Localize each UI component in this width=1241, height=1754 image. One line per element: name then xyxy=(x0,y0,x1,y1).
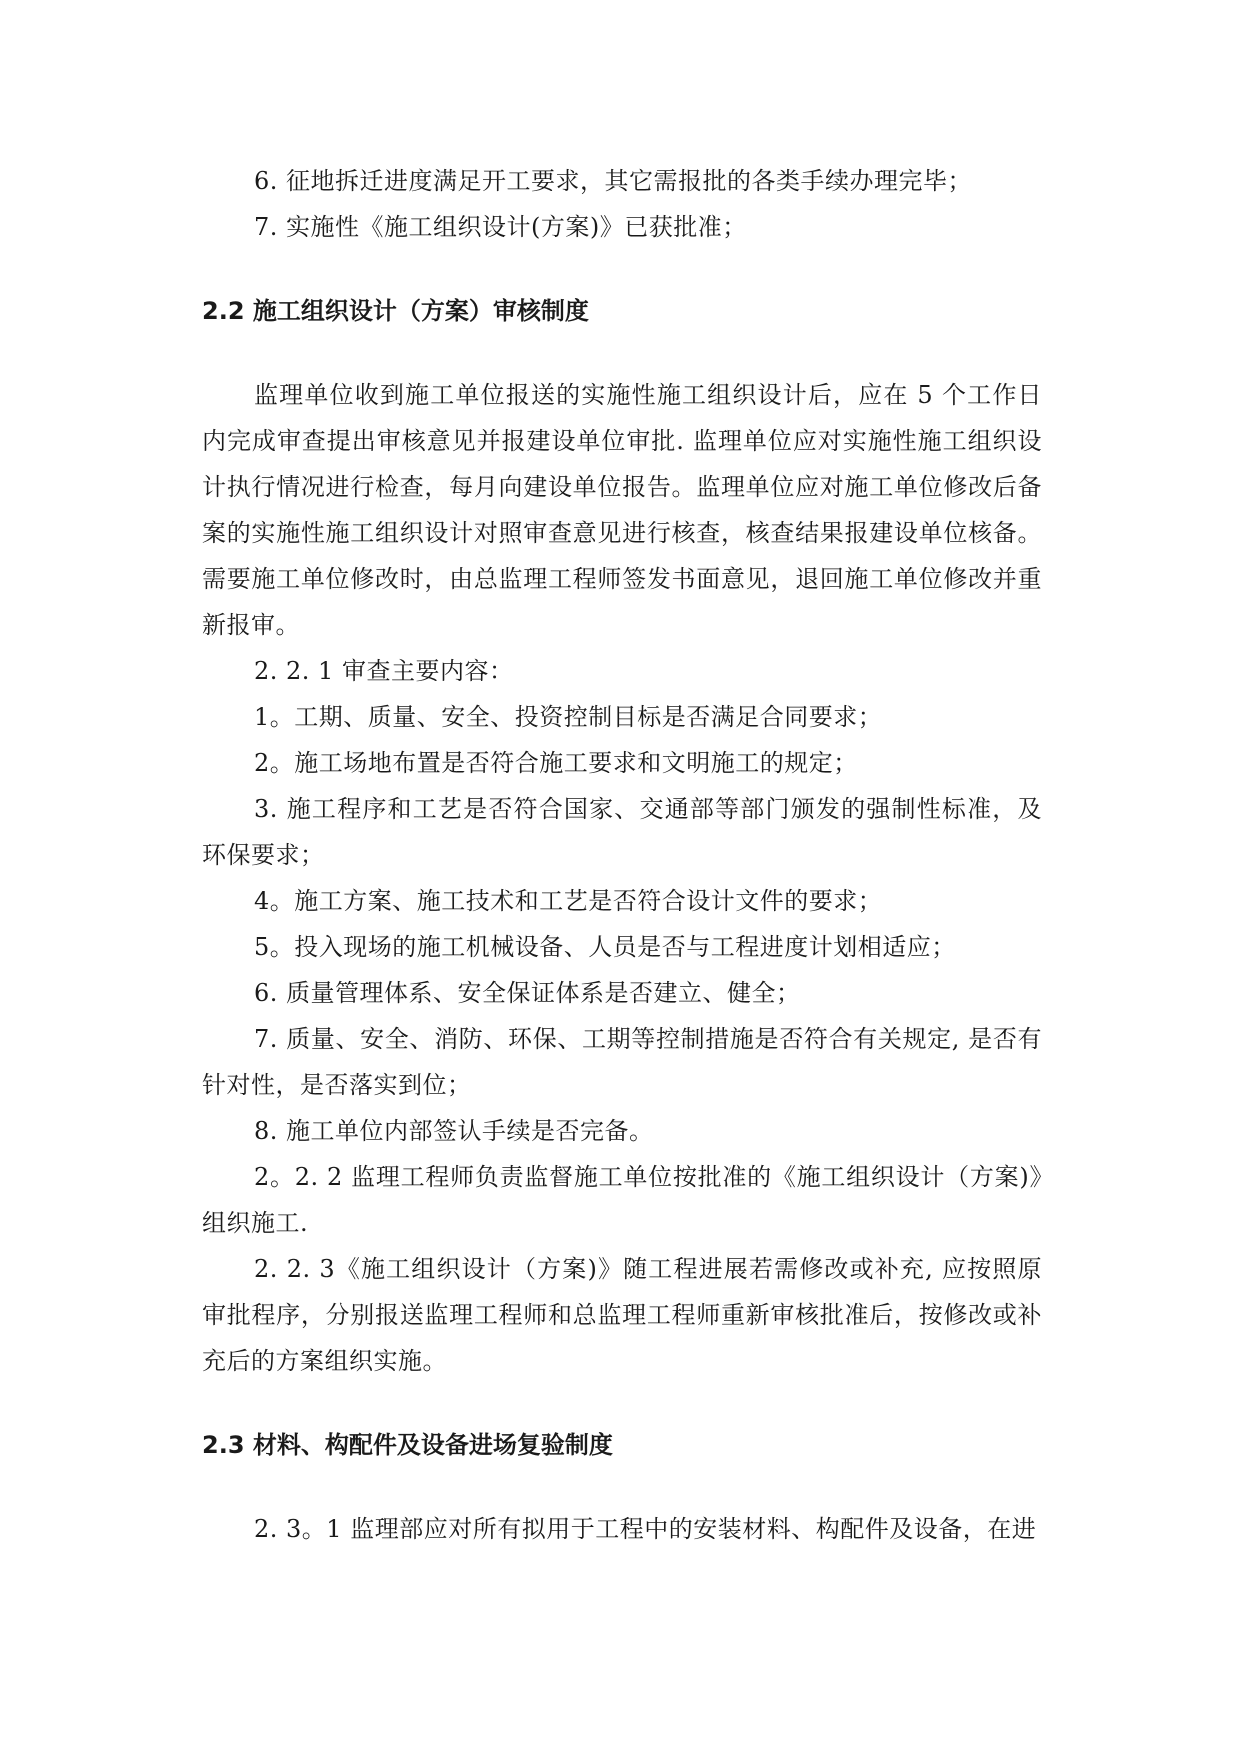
subsection-2-2-3: 2. 2. 3《施工组织设计（方案)》随工程进展若需修改或补充, 应按照原审批程序，分别报送监理工程师和总监理工程师重新审核批准后，按修改或补充后的方案组织实施。 xyxy=(202,1255,1042,1375)
review-item-4: 4。施工方案、施工技术和工艺是否符合设计文件的要求； xyxy=(254,887,883,915)
section-heading-2-2: 2.2 施工组织设计（方案）审核制度 xyxy=(202,297,589,325)
section-2-2-body: 监理单位收到施工单位报送的实施性施工组织设计后，应在 5 个工作日内完成审查提出审核意见并报建设单位审批. 监理单位应对实施性施工组织设计执行情况进行检查，每月向建设单位报告。监理单位应对施工单位修改后备案的实施性施工组织设计对照审查意见进行核查，核查结果报建设单位核备。需要施工单位修改时，由总监理工程师签发书面意见，退回施工单位修改并重新报审。 xyxy=(202,381,1042,639)
review-item-1: 1。工期、质量、安全、投资控制目标是否满足合同要求； xyxy=(254,703,883,731)
review-item-2: 2。施工场地布置是否符合施工要求和文明施工的规定； xyxy=(254,749,858,777)
review-item-6: 6. 质量管理体系、安全保证体系是否建立、健全； xyxy=(254,979,801,1007)
paragraph-item-7: 7. 实施性《施工组织设计(方案)》已获批准； xyxy=(254,213,747,241)
review-item-3: 3. 施工程序和工艺是否符合国家、交通部等部门颁发的强制性标准，及环保要求； xyxy=(202,795,1042,869)
review-item-8: 8. 施工单位内部签认手续是否完备。 xyxy=(254,1117,654,1145)
subsection-2-2-1-title: 2. 2. 1 审查主要内容： xyxy=(254,657,514,685)
review-item-5: 5。投入现场的施工机械设备、人员是否与工程进度计划相适应； xyxy=(254,933,956,961)
review-item-7: 7. 质量、安全、消防、环保、工期等控制措施是否符合有关规定, 是否有针对性，是否落实到位； xyxy=(202,1025,1042,1099)
section-heading-2-3: 2.3 材料、构配件及设备进场复验制度 xyxy=(202,1431,613,1459)
subsection-2-3-1: 2. 3。1 监理部应对所有拟用于工程中的安装材料、构配件及设备，在进 xyxy=(254,1515,1037,1543)
subsection-2-2-2: 2。2. 2 监理工程师负责监督施工单位按批准的《施工组织设计（方案)》组织施工. xyxy=(202,1163,1042,1237)
document-content xyxy=(202,158,1042,1552)
paragraph-item-6: 6. 征地拆迁进度满足开工要求，其它需报批的各类手续办理完毕； xyxy=(254,167,973,195)
